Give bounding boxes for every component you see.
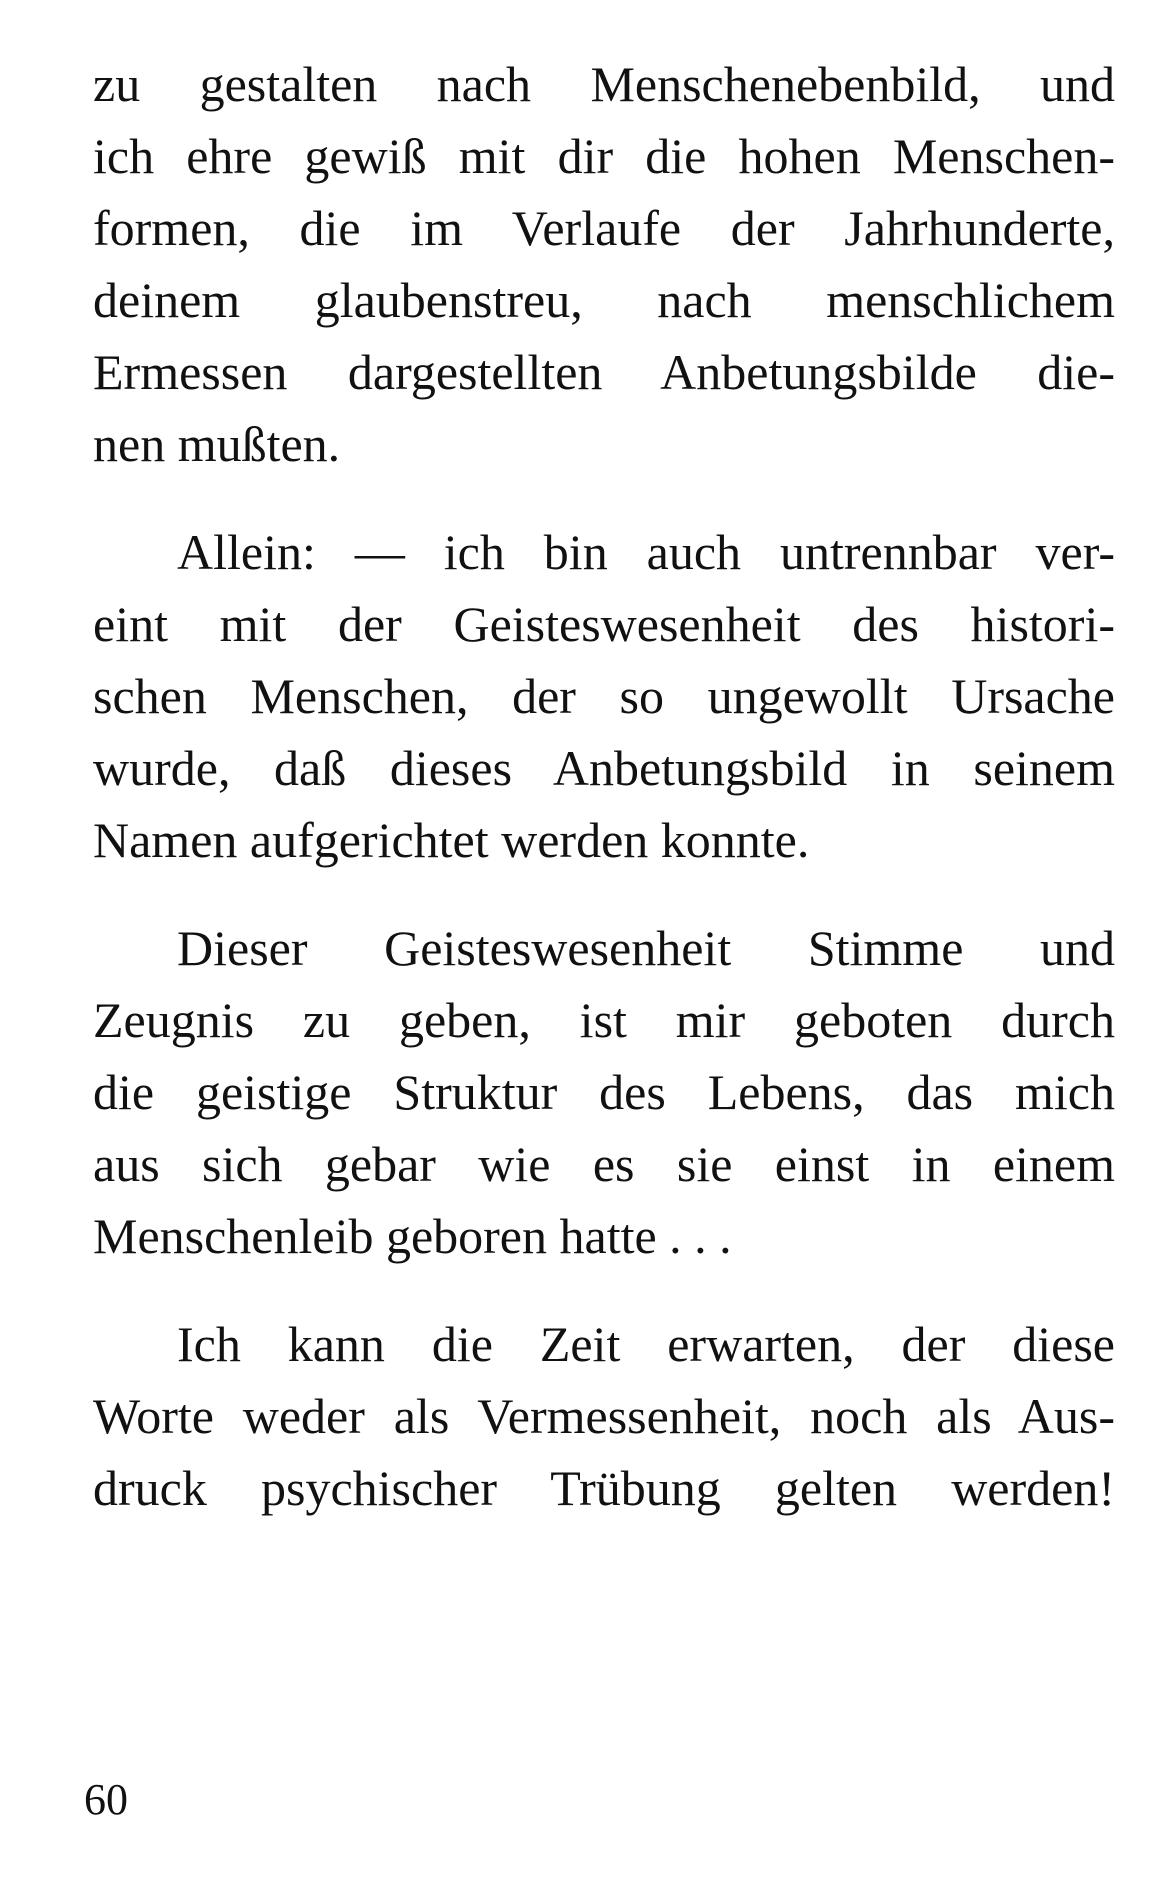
text-line: druck psychischer Trübung gelten werden!: [93, 1460, 1115, 1516]
text-line: formen, die im Verlaufe der Jahrhunderte,: [93, 200, 1115, 256]
paragraph-gap: [93, 876, 1115, 912]
text-line: Menschenleib geboren hatte . . .: [93, 1208, 732, 1264]
paragraph-2: [93, 516, 1115, 876]
paragraph-gap: [93, 1272, 1115, 1308]
text-line: zu gestalten nach Menschenebenbild, und: [93, 56, 1115, 112]
paragraph-4: [93, 1308, 1115, 1524]
text-line: die geistige Struktur des Lebens, das mich: [93, 1064, 1115, 1120]
text-line: deinem glaubenstreu, nach menschlichem: [93, 272, 1115, 328]
text-line: eint mit der Geisteswesenheit des histori-: [93, 596, 1115, 652]
paragraph-1: [93, 48, 1115, 480]
text-line: Ich kann die Zeit erwarten, der diese: [177, 1316, 1115, 1372]
text-line: Worte weder als Vermessenheit, noch als Aus-: [93, 1388, 1115, 1444]
body-text: [93, 48, 1115, 1524]
text-line: aus sich gebar wie es sie einst in einem: [93, 1136, 1115, 1192]
text-line: wurde, daß dieses Anbetungsbild in seinem: [93, 740, 1115, 796]
text-line: Namen aufgerichtet werden konnte.: [93, 812, 810, 868]
paragraph-3: [93, 912, 1115, 1272]
text-line: schen Menschen, der so ungewollt Ursache: [93, 668, 1115, 724]
text-line: Ermessen dargestellten Anbetungsbilde die-: [93, 344, 1115, 400]
text-line: Zeugnis zu geben, ist mir geboten durch: [93, 992, 1115, 1048]
text-line: Dieser Geisteswesenheit Stimme und: [177, 920, 1115, 976]
text-line: nen mußten.: [93, 416, 341, 472]
text-line: Allein: — ich bin auch untrennbar ver-: [177, 524, 1115, 580]
paragraph-gap: [93, 480, 1115, 516]
page-number: 60: [84, 1775, 128, 1824]
text-line: ich ehre gewiß mit dir die hohen Menschen-: [93, 128, 1115, 184]
